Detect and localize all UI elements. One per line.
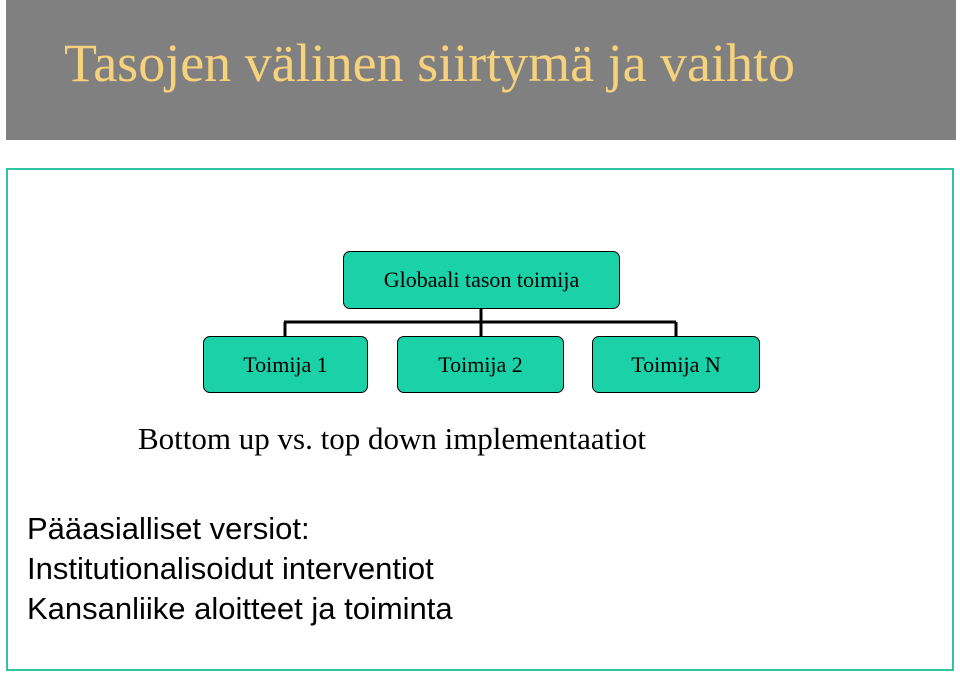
slide-title: Tasojen välinen siirtymä ja vaihto: [64, 33, 796, 93]
title-bar: [6, 0, 956, 140]
body-text: [27, 509, 453, 629]
diagram-caption: Bottom up vs. top down implementaatiot: [138, 421, 647, 456]
body-line-2: Institutionalisoidut interventiot: [27, 551, 434, 586]
node-actor-n: Toimija N: [592, 336, 760, 393]
node-actor-2: Toimija 2: [397, 336, 564, 393]
node-global-actor: Globaali tason toimija: [343, 251, 620, 309]
node-actor-1: Toimija 1: [203, 336, 368, 393]
body-line-1: Pääasialliset versiot:: [27, 511, 310, 546]
body-line-3: Kansanliike aloitteet ja toiminta: [27, 591, 453, 626]
